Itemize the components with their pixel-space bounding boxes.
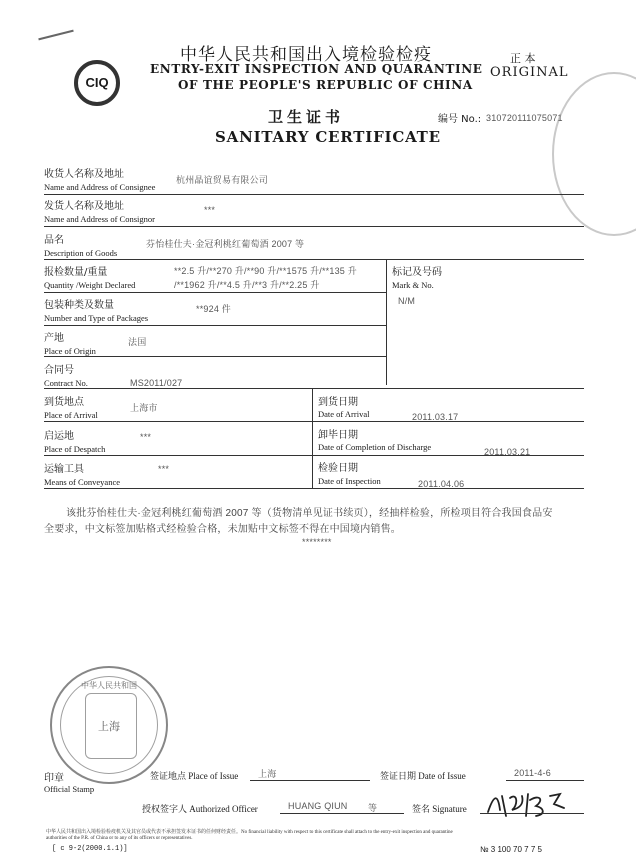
serial-number: № 3 100 70 7 7 5 [480, 845, 542, 854]
quantity-label-en: Quantity /Weight Declared [44, 280, 136, 290]
statement-end-mark: ******** [302, 537, 332, 547]
official-stamp [50, 666, 168, 784]
arrival-place-value: 上海市 [130, 403, 158, 413]
origin-value: 法国 [128, 337, 147, 347]
handwritten-signature [484, 786, 574, 820]
packages-label-en: Number and Type of Packages [44, 313, 149, 323]
inspection-date-label-en: Date of Inspection [318, 476, 381, 486]
consignee-value: 杭州晶谊贸易有限公司 [176, 175, 269, 185]
authority-title-en-1: ENTRY-EXIT INSPECTION AND QUARANTINE [150, 62, 483, 76]
place-of-issue-value: 上海 [258, 769, 277, 779]
inspection-date-label-cn: 检验日期 [318, 463, 358, 474]
despatch-label-cn: 启运地 [44, 431, 74, 442]
conveyance-label-cn: 运输工具 [44, 464, 84, 475]
packages-value: **924 件 [196, 304, 231, 314]
discharge-date-label-en: Date of Completion of Discharge [318, 442, 432, 452]
arrival-date-label-cn: 到货日期 [318, 397, 358, 408]
statement-line-2: 全要求，中文标签加贴格式经检验合格，未加贴中文标签不得在中国境内销售。 [44, 524, 401, 535]
authority-title-en-2: OF THE PEOPLE'S REPUBLIC OF CHINA [178, 78, 473, 92]
consignor-label-en: Name and Address of Consignor [44, 214, 155, 224]
ciq-logo-text: CIQ [85, 75, 109, 90]
authorized-officer-suffix: 等 [368, 803, 378, 813]
date-of-issue-label: 签证日期 Date of Issue [380, 771, 466, 781]
arrival-place-label-en: Place of Arrival [44, 410, 98, 420]
ciq-logo [74, 60, 120, 106]
consignor-label-cn: 发货人名称及地址 [44, 201, 124, 212]
stamp-label-en: Official Stamp [44, 784, 95, 794]
date-of-issue-value: 2011-4-6 [514, 768, 551, 778]
disclaimer-line-1: 中华人民共和国出入境检验检疫机关及其官员或代表不承担签发本证书的任何财经责任。No financial liability with respect to this certificate shall attach to the entry-exit inspection and quarantine [46, 830, 453, 835]
goods-label-en: Description of Goods [44, 248, 118, 258]
origin-label-cn: 产地 [44, 333, 64, 344]
cert-no: 310720111075071 [486, 113, 563, 123]
conveyance-value: *** [158, 464, 170, 474]
conveyance-label-en: Means of Conveyance [44, 477, 121, 487]
goods-value: 芬怡桂仕夫·金冠利桃红葡萄酒 2007 等 [146, 239, 305, 249]
arrival-date-label-en: Date of Arrival [318, 409, 370, 419]
quantity-label-cn: 报检数量/重量 [44, 267, 108, 278]
discharge-date-label-cn: 卸毕日期 [318, 430, 358, 441]
statement-line-1: 该批芬怡桂仕夫·金冠利桃红葡萄酒 2007 等（货物清单见证书续页），经抽样检验，所检项目符合我国食品安 [66, 508, 553, 519]
authority-title-cn: 中华人民共和国出入境检验检疫 [180, 45, 432, 65]
disclaimer-line-2: authorities of the P.R. of China or to any of its officers or representatives. [46, 836, 193, 841]
stamp-text-cn-2: 上海 [98, 720, 120, 733]
cert-title-cn: 卫生证书 [268, 108, 345, 126]
form-code: [ c 9-2(2000.1.1)] [52, 845, 128, 853]
contract-value: MS2011/027 [130, 378, 183, 388]
consignor-value: *** [204, 205, 216, 215]
cert-no-label: 编号 No.: [438, 114, 482, 125]
arrival-date-value: 2011.03.17 [412, 412, 459, 422]
contract-label-cn: 合同号 [44, 365, 74, 376]
side-stamp [552, 72, 636, 236]
quantity-value-1: **2.5 升/**270 升/**90 升/**1575 升/**135 升 [174, 266, 357, 276]
consignee-label-en: Name and Address of Consignee [44, 182, 156, 192]
authorized-officer-label: 授权签字人 Authorized Officer [142, 804, 258, 814]
stamp-label-cn: 印章 [44, 773, 64, 784]
discharge-date-value: 2011.03.21 [484, 447, 531, 457]
packages-label-cn: 包装种类及数量 [44, 300, 114, 311]
original-cn: 正 本 [510, 52, 536, 65]
consignee-label-cn: 收货人名称及地址 [44, 169, 124, 180]
authorized-officer-value: HUANG QIUN [288, 801, 348, 811]
original-en: ORIGINAL [490, 65, 569, 80]
arrival-place-label-cn: 到货地点 [44, 397, 84, 408]
despatch-value: *** [140, 432, 152, 442]
goods-label-cn: 品名 [44, 235, 64, 246]
place-of-issue-label: 签证地点 Place of Issue [150, 771, 239, 781]
mark-label-cn: 标记及号码 [392, 267, 442, 278]
mark-value: N/M [398, 296, 416, 306]
contract-label-en: Contract No. [44, 378, 88, 388]
despatch-label-en: Place of Despatch [44, 444, 106, 454]
cert-title-en: SANITARY CERTIFICATE [215, 128, 441, 146]
quantity-value-2: /**1962 升/**4.5 升/**3 升/**2.25 升 [174, 280, 320, 290]
inspection-date-value: 2011.04.06 [418, 479, 465, 489]
stamp-text-cn-1: 中华人民共和国 [81, 681, 137, 690]
origin-label-en: Place of Origin [44, 346, 96, 356]
signature-label: 签名 Signature [412, 804, 467, 814]
mark-label-en: Mark & No. [392, 280, 434, 290]
scan-mark [38, 30, 73, 41]
